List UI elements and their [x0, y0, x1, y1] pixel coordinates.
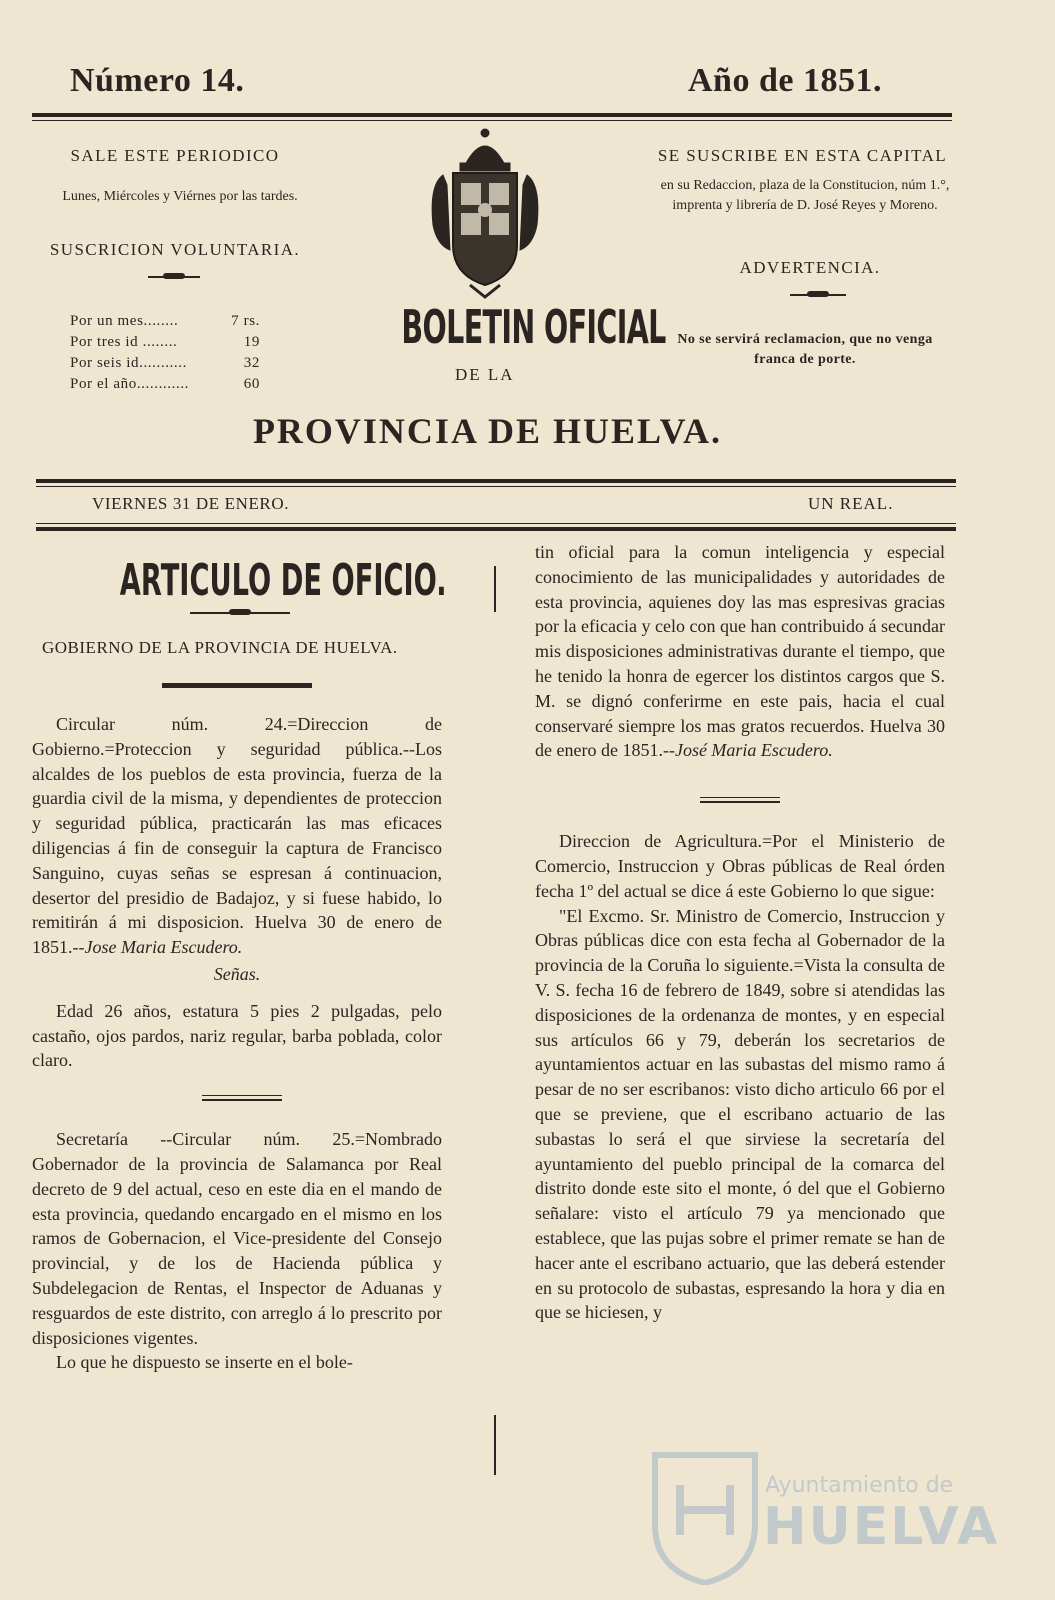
section-separator: [535, 763, 945, 829]
dateline-rule-top: [36, 479, 956, 483]
dateline-rule-bottom-thin: [36, 523, 956, 524]
ornament-divider: [190, 612, 290, 614]
provincia-title: PROVINCIA DE HUELVA.: [252, 411, 723, 451]
se-suscribe: SE SUSCRIBE EN ESTA CAPITAL: [657, 146, 948, 165]
fecha: VIERNES 31 DE ENERO.: [92, 494, 290, 513]
issue-year: Año de 1851.: [688, 62, 882, 99]
dateline-rule-bottom: [36, 527, 956, 531]
dias-publicacion: Lunes, Miércoles y Viérnes por las tardes.: [62, 189, 298, 204]
lo-que-he-dispuesto: Lo que he dispuesto se inserte en el bole-: [56, 1352, 353, 1373]
watermark-line2: HUELVA: [763, 1497, 1000, 1557]
excmo-ministro: "El Excmo. Sr. Ministro de Comercio, Instruccion y Obras públicas dice con esta fecha al Gobernador de la provincia de la Coruña lo siguiente.=Vista la consulta de V. S. fecha 16 de febrero de 1849, sobre si atendidas las disposiciones de la ordenanza de montes, y en especial sus artículos 66 y 79, deberán los secretarios de ayuntamientos actuar en las subastas del mismo ramo á pesar de no ser escribanos: visto dicho articulo 66 por el que se previene, que el escribano actuario de las subastas lo será el que sirviese la secretaría del ayuntamiento del pueblo principal de la comarca del distrito donde este sito el monte, ó del que el Gobierno señalare: visto el artículo 79 ya mencionado que establece, que las pujas sobre el primer remate se han de hacer ante el escribano actuario, que las deberá estender en su protocolo de subastas, espresando la hora y dia en que se hiciesen, y: [535, 905, 945, 1323]
price-list: [70, 311, 260, 395]
price-row: Por tres id ........ 19: [70, 334, 260, 350]
circular-24: Circular núm. 24.=Direccion de Gobierno.=Proteccion y seguridad pública.--Los alcaldes de los pueblos de esta provincia, fuerza de la guardia civil de la misma, y dependientes de proteccion y seguridad pública, practicarán las mas eficaces diligencias á fin de conseguir la captura de Francisco Sanguino, cuyas señas se espresan á continuacion, desertor del presidio de Badajoz, y si fuese habido, lo remitirán á mi disposicion. Huelva 30 de enero de 1851.--Jose Maria Escudero.: [32, 714, 442, 958]
circular-25: Secretaría --Circular núm. 25.=Nombrado Gobernador de la provincia de Salamanca por Real decreto de 9 del actual, ceso en este dia en el mando de esta provincia, quedando encargado en el mismo en los ramos de Gobernacion, el Vice-presidente del Consejo provincial, y de los de Hacienda pública y Subdelegacion de Rentas, el Inspector de Aduanas y resguardos de este distrito, con arreglo á lo prescrito por disposiciones vigentes.: [32, 1129, 442, 1348]
ornament-divider: [790, 294, 846, 296]
column-rule: [494, 566, 496, 612]
gobierno-heading: GOBIERNO DE LA PROVINCIA DE HUELVA.: [42, 638, 398, 657]
suscricion-voluntaria: SUSCRICION VOLUNTARIA.: [49, 240, 301, 259]
issue-number: Número 14.: [70, 62, 245, 99]
firma-escudero: Jose Maria Escudero.: [84, 937, 243, 958]
continuacion-circular: tin oficial para la comun inteligencia y especial conocimiento de las municipalidades y autoridades de esta provincia, aquienes doy las mas espresivas gracias por la eficacia y celo con que han contribuido á secundar mis disposiciones administrativas durante el tiempo, que he tenido la honra de egercer los distintos cargos que S. M. se dignó conferirme en este pais, hacia el cual conservaré siempre los mas gratos recuerdos. Huelva 30 de enero de 1851.--José Maria Escudero.: [535, 542, 945, 761]
left-column-text: [32, 712, 442, 1375]
de-la: DE LA: [455, 365, 515, 384]
aviso-porte: No se servirá reclamacion, que no venga franca de porte.: [677, 332, 933, 367]
section-bar: [162, 683, 312, 688]
senas-title: Señas.: [213, 963, 261, 984]
precio-ejemplar: UN REAL.: [808, 494, 894, 513]
top-rule-thin: [32, 120, 952, 121]
section-separator: [32, 1073, 442, 1107]
price-row: Por un mes........ 7 rs.: [70, 313, 260, 329]
advertencia: ADVERTENCIA.: [739, 258, 881, 277]
lugar-suscripcion: en su Redaccion, plaza de la Constitucion, núm 1.°, imprenta y librería de D. José Reyes y Moreno.: [660, 178, 950, 213]
right-column-text: [535, 540, 945, 1325]
ornament-divider: [148, 276, 200, 278]
price-row: Por seis id........... 32: [70, 355, 260, 371]
top-rule: [32, 113, 952, 117]
direccion-agricultura: Direccion de Agricultura.=Por el Ministerio de Comercio, Instruccion y Obras públicas de Real órden fecha 1º del actual se dice á este Gobierno lo que sigue:: [535, 831, 945, 901]
ayuntamiento-watermark: [645, 1445, 1000, 1585]
sale-periodico: SALE ESTE PERIODICO: [70, 146, 280, 165]
boletin-oficial-title: BOLETIN OFICIAL: [401, 300, 666, 354]
articulo-de-oficio-title: ARTICULO DE OFICIO.: [119, 555, 447, 606]
price-row: Por el año............ 60: [70, 376, 260, 392]
firma-escudero: José Maria Escudero.: [674, 740, 833, 761]
senas-text: Edad 26 años, estatura 5 pies 2 pulgadas, pelo castaño, ojos pardos, nariz regular, barba poblada, color claro.: [32, 1000, 442, 1071]
watermark-line1: Ayuntamiento de: [765, 1473, 954, 1498]
coat-of-arms-icon: [425, 125, 545, 300]
dateline-rule-top-thin: [36, 486, 956, 487]
watermark-shield-icon: [645, 1445, 765, 1585]
column-rule: [494, 1415, 496, 1475]
